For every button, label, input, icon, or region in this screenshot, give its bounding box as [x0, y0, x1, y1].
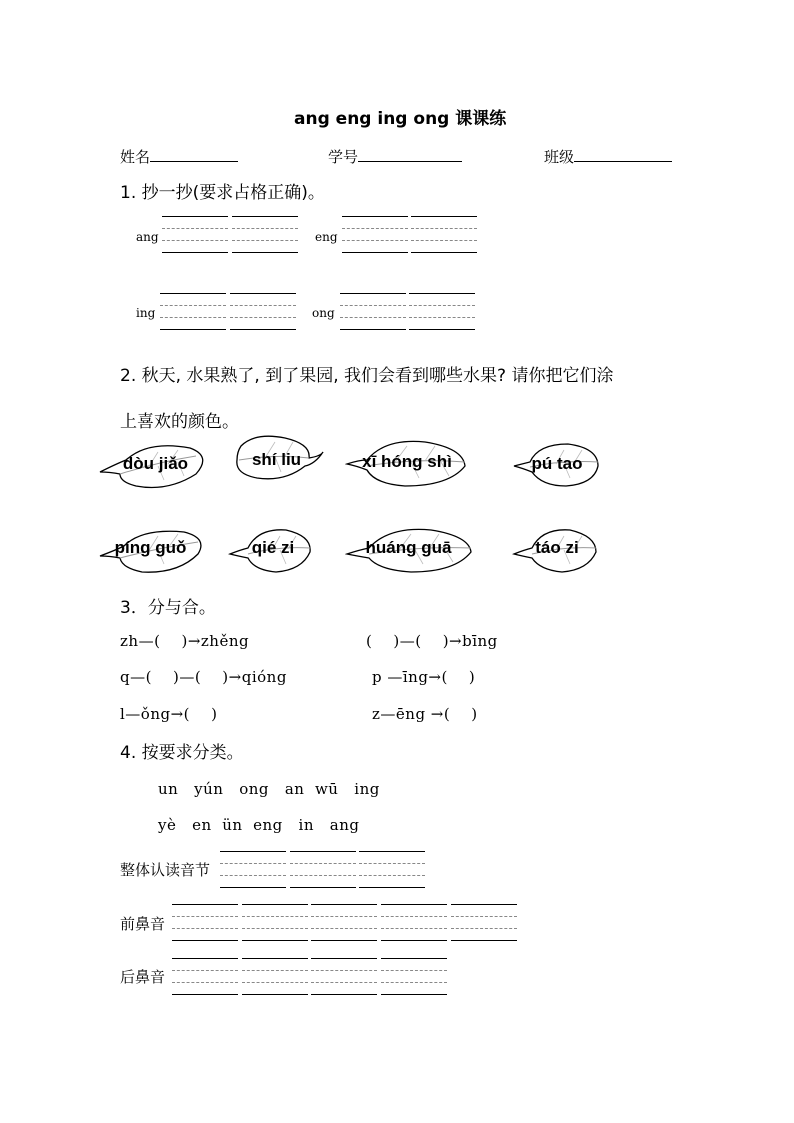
q1-label-eng: eng — [315, 230, 338, 244]
writing-grid[interactable] — [290, 851, 356, 887]
leaf-label: táo zi — [535, 538, 579, 557]
leaf-pu-tao[interactable] — [512, 434, 602, 494]
class-label: 班级 — [544, 148, 575, 166]
leaf-dou-jiao[interactable] — [98, 434, 213, 494]
leaf-label: huáng guā — [365, 538, 452, 557]
q3-row: z—ēng →( ) — [372, 705, 478, 723]
writing-grid[interactable] — [311, 958, 377, 994]
writing-grid[interactable] — [242, 904, 308, 940]
q4-syllables-row1: un yún ong an wū ing — [158, 780, 380, 798]
number-label: 学号 — [328, 148, 359, 166]
writing-grid[interactable] — [342, 216, 408, 252]
name-label: 姓名 — [120, 148, 151, 166]
q4-heading: 4. 按要求分类。 — [120, 743, 244, 763]
writing-grid[interactable] — [359, 851, 425, 887]
page-title: ang eng ing ong 课课练 — [294, 109, 507, 129]
class-blank[interactable] — [574, 147, 672, 162]
writing-grid[interactable] — [411, 216, 477, 252]
q3-row: zh—( )→zhěng — [120, 632, 250, 650]
category-label-front-nasal: 前鼻音 — [120, 915, 166, 933]
leaf-tao-zi[interactable] — [512, 518, 602, 578]
writing-grid[interactable] — [160, 293, 226, 329]
leaf-ping-guo[interactable] — [98, 518, 213, 578]
leaf-label: dòu jiǎo — [122, 454, 189, 473]
writing-grid[interactable] — [381, 904, 447, 940]
number-blank[interactable] — [358, 147, 462, 162]
writing-grid[interactable] — [311, 904, 377, 940]
name-blank[interactable] — [150, 147, 238, 162]
q3-row: ( )—( )→bīng — [366, 632, 498, 650]
q1-label-ang: ang — [136, 230, 159, 244]
q3-heading: 3．分与合。 — [120, 598, 216, 618]
writing-grid[interactable] — [162, 216, 228, 252]
writing-grid[interactable] — [172, 904, 238, 940]
leaf-label: qié zi — [251, 538, 295, 557]
leaf-label: shí liu — [251, 450, 302, 469]
name-field — [120, 146, 238, 167]
leaf-label: xī hóng shì — [362, 452, 452, 471]
q1-label-ong: ong — [312, 306, 335, 320]
q2-text-line1: 2. 秋天, 水果熟了, 到了果园, 我们会看到哪些水果? 请你把它们涂 — [120, 366, 614, 386]
category-label-back-nasal: 后鼻音 — [120, 968, 166, 986]
q2-text-line2: 上喜欢的颜色。 — [120, 412, 239, 432]
q1-label-ing: ing — [136, 306, 156, 320]
q4-syllables-row2: yè en ün eng in ang — [158, 816, 360, 834]
number-field — [328, 146, 462, 167]
writing-grid[interactable] — [409, 293, 475, 329]
writing-grid[interactable] — [220, 851, 286, 887]
writing-grid[interactable] — [451, 904, 517, 940]
leaf-shi-liu[interactable] — [225, 430, 340, 490]
class-field — [544, 146, 672, 167]
leaf-label: píng guǒ — [114, 538, 187, 557]
writing-grid[interactable] — [232, 216, 298, 252]
writing-grid[interactable] — [230, 293, 296, 329]
category-label-whole-syllable: 整体认读音节 — [120, 861, 211, 879]
leaf-qie-zi[interactable] — [228, 518, 318, 578]
writing-grid[interactable] — [340, 293, 406, 329]
leaf-xi-hong-shi[interactable] — [345, 432, 475, 492]
q3-row: l—ǒng→( ) — [120, 705, 218, 723]
q1-heading: 1. 抄一抄(要求占格正确)。 — [120, 183, 325, 203]
q3-row: p —īng→( ) — [372, 668, 476, 686]
writing-grid[interactable] — [381, 958, 447, 994]
q3-row: q—( )—( )→qióng — [120, 668, 287, 686]
leaf-label: pú tao — [531, 454, 583, 473]
writing-grid[interactable] — [172, 958, 238, 994]
leaf-huang-gua[interactable] — [345, 518, 480, 578]
writing-grid[interactable] — [242, 958, 308, 994]
